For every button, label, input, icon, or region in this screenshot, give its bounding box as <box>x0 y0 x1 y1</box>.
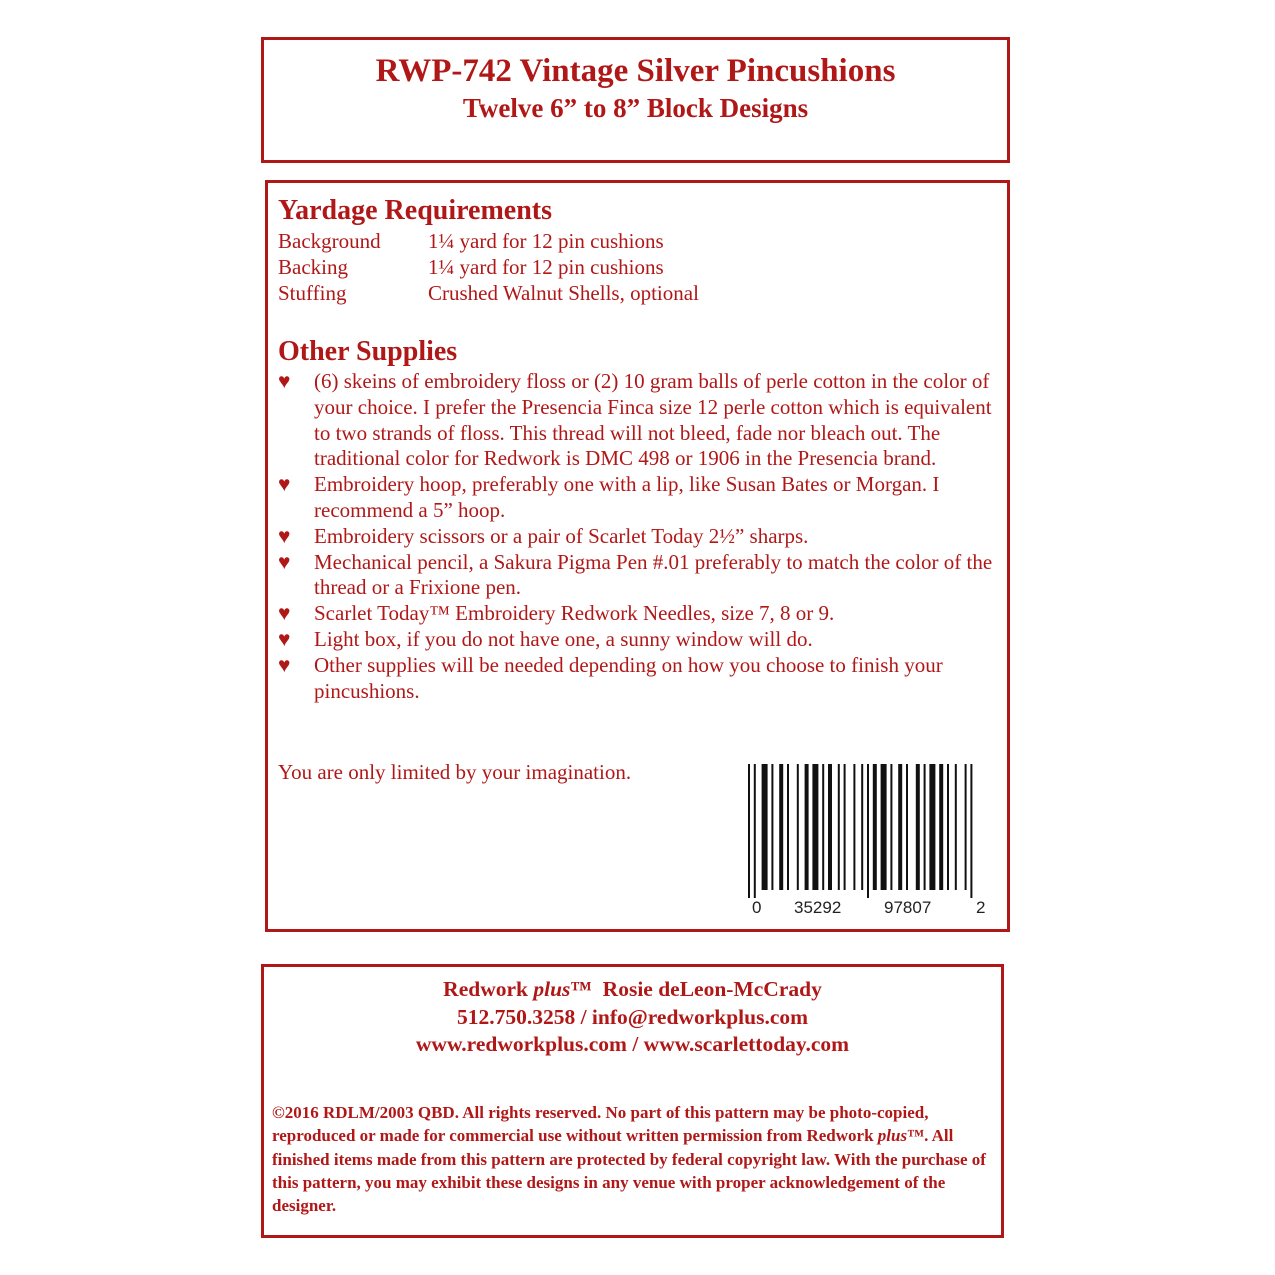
barcode-digit: 97807 <box>884 898 932 917</box>
supplies-heading: Other Supplies <box>278 336 458 367</box>
yardage-label: Backing <box>278 255 348 279</box>
supply-text: Embroidery scissors or a pair of Scarlet Today 2½” sharps. <box>314 523 809 548</box>
yardage-value: 1¼ yard for 12 pin cushions <box>428 255 664 279</box>
supply-text: (6) skeins of embroidery floss or (2) 10 gram balls of perle cotton in the color of your choice. I prefer the Presencia Finca size 12 perle cotton which is equivalent to two strands of floss. This thread will not bleed, fade nor bleach out. The traditional color for Redwork is DMC 498 or 1906 in the Presencia brand. <box>314 369 992 471</box>
list-item <box>278 524 1008 550</box>
phone-email-line: 512.750.3258 / info@redworkplus.com <box>456 1004 809 1029</box>
contact-panel <box>261 964 1004 1238</box>
list-item <box>278 627 1008 653</box>
websites-line: www.redworkplus.com / www.scarlettoday.com <box>415 1032 850 1056</box>
list-item <box>278 472 1008 524</box>
list-item <box>278 369 1008 472</box>
yardage-label: Background <box>278 229 381 253</box>
heart-bullet-icon: ♥ <box>278 652 291 677</box>
brand-line <box>264 976 1001 1004</box>
heart-bullet-icon: ♥ <box>278 601 291 626</box>
barcode-digit: 35292 <box>794 898 842 917</box>
brand-italic: plus <box>533 977 571 1001</box>
supply-text: Mechanical pencil, a Sakura Pigma Pen #.01 preferably to match the color of the thread or a Frixione pen. <box>314 549 993 600</box>
heart-bullet-icon: ♥ <box>278 549 291 574</box>
supply-text: Other supplies will be needed depending on how you choose to finish your pincushions. <box>314 652 943 703</box>
copyright-text: ™. All finished items made from this pattern are protected by federal copyright law. With the purchase of this pattern, you may exhibit these designs in any venue with proper acknowledgement of the designer. <box>272 1126 986 1216</box>
yardage-heading: Yardage Requirements <box>278 195 553 226</box>
copyright-italic: plus <box>877 1126 908 1146</box>
list-item <box>278 653 1008 705</box>
supply-text: Light box, if you do not have one, a sunny window will do. <box>314 626 813 651</box>
pattern-title: RWP-742 Vintage Silver Pincushions <box>375 53 896 89</box>
barcode-digit: 0 <box>752 898 762 917</box>
supplies-list <box>278 369 1008 704</box>
heart-bullet-icon: ♥ <box>278 472 291 497</box>
barcode <box>746 758 998 926</box>
title-panel <box>261 37 1010 163</box>
list-item <box>278 550 1008 602</box>
supply-text: Scarlet Today™ Embroidery Redwork Needles, size 7, 8 or 9. <box>314 601 835 626</box>
closing-line: You are only limited by your imagination. <box>278 760 632 784</box>
heart-bullet-icon: ♥ <box>278 626 291 651</box>
barcode-bars-icon <box>746 758 998 898</box>
list-item <box>278 601 1008 627</box>
barcode-digits <box>746 898 998 924</box>
barcode-digit: 2 <box>976 898 986 917</box>
yardage-value: Crushed Walnut Shells, optional <box>428 281 699 305</box>
supply-text: Embroidery hoop, preferably one with a lip, like Susan Bates or Morgan. I recommend a 5” hoop. <box>314 472 940 522</box>
yardage-value: 1¼ yard for 12 pin cushions <box>428 229 664 253</box>
yardage-row <box>278 228 664 254</box>
copyright-text: ©2016 RDLM/2003 QBD. All rights reserved. No part of this pattern may be photo-copied, reproduced or made for commercial use without written permission from Redwork <box>272 1103 929 1146</box>
copyright-notice <box>272 1101 994 1217</box>
pattern-subtitle: Twelve 6” to 8” Block Designs <box>462 93 809 123</box>
brand-name: Redwork <box>443 977 534 1001</box>
requirements-panel <box>265 180 1010 932</box>
yardage-row <box>278 254 664 280</box>
brand-designer: ™ Rosie deLeon-McCrady <box>570 977 822 1001</box>
yardage-row <box>278 280 699 306</box>
heart-bullet-icon: ♥ <box>278 523 291 548</box>
yardage-label: Stuffing <box>278 281 347 305</box>
heart-bullet-icon: ♥ <box>278 369 291 393</box>
